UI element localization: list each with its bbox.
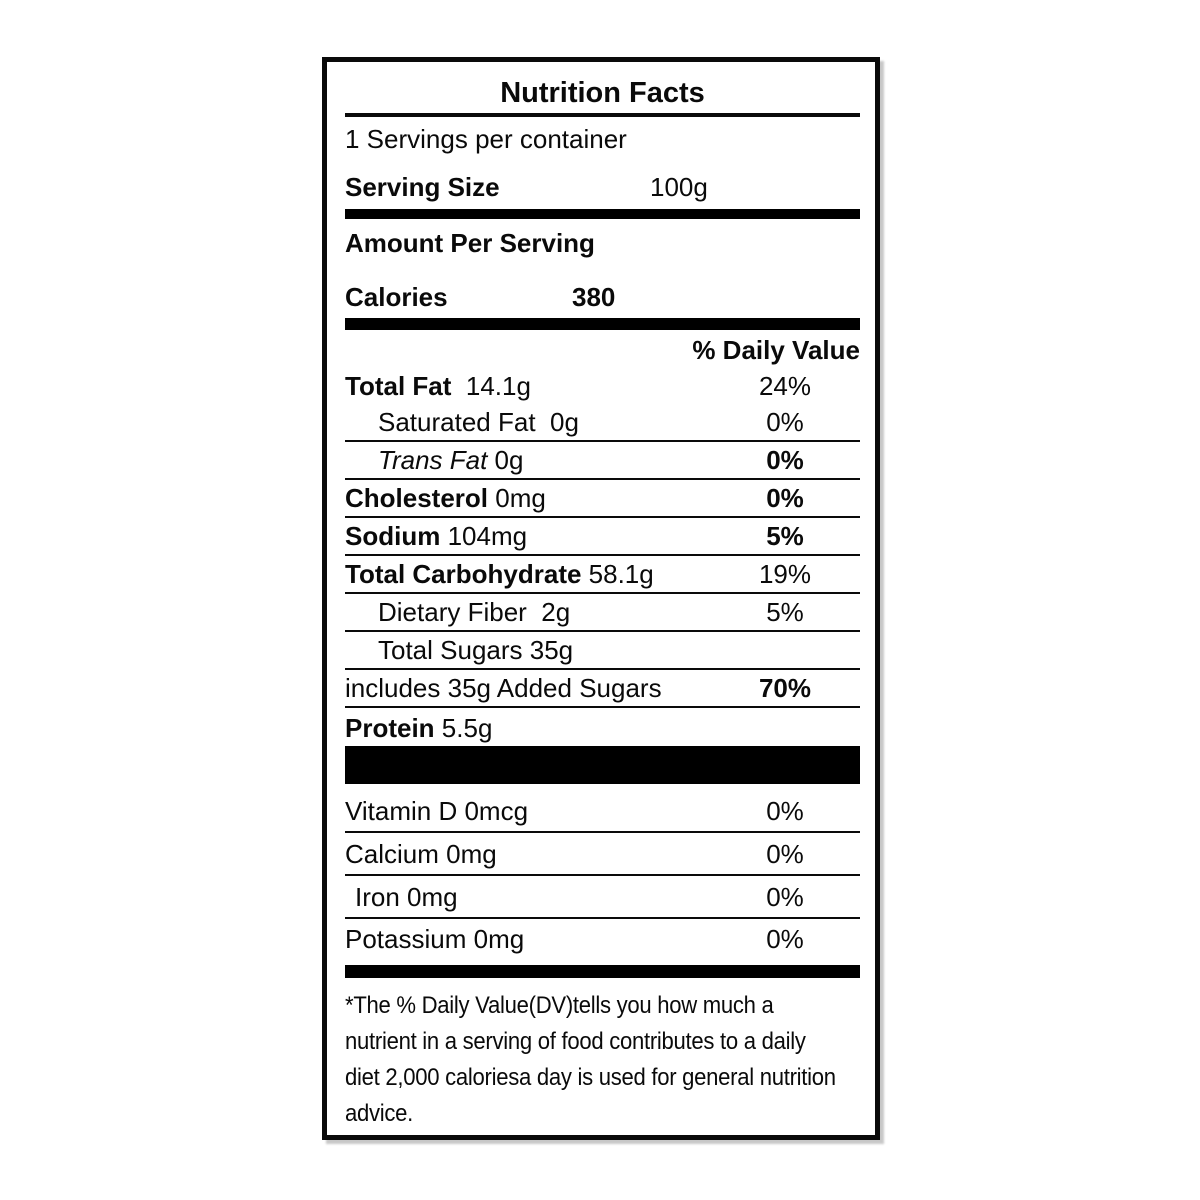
- nutrient-percent: 5%: [766, 521, 804, 551]
- nutrient-name: [345, 556, 654, 592]
- nutrient-row-total-carbohydrate: [345, 556, 860, 594]
- serving-size-label: Serving Size: [345, 172, 500, 202]
- title-divider-rule: [345, 113, 860, 117]
- divider-bar-footnote: [345, 965, 860, 978]
- vitamin-row-calcium: [345, 833, 860, 876]
- nutrient-name-rest: Dietary Fiber 2g: [378, 597, 571, 627]
- nutrient-name-bold: Total Carbohydrate: [345, 559, 582, 589]
- footnote-line: *The % Daily Value(DV)tells you how much a: [345, 992, 774, 1019]
- divider-bar-top: [345, 209, 860, 219]
- vitamin-row-vitamin-d: [345, 790, 860, 833]
- nutrient-percent: 0%: [766, 483, 804, 513]
- nutrient-name: [345, 518, 527, 554]
- footnote-line: advice.: [345, 1100, 414, 1127]
- servings-per-container: 1 Servings per container: [345, 124, 627, 154]
- nutrient-name: [345, 670, 662, 706]
- serving-size-row: [345, 171, 860, 203]
- daily-value-header: % Daily Value: [692, 335, 860, 365]
- vitamin-percent: 0%: [766, 839, 804, 869]
- divider-bar-thick: [345, 746, 860, 784]
- footnote-line: diet 2,000 caloriesa day is used for general nutrition: [345, 1064, 836, 1091]
- nutrient-row-added-sugars: [345, 670, 860, 708]
- vitamin-name: Potassium 0mg: [345, 924, 525, 954]
- nutrient-percent: 5%: [766, 597, 804, 627]
- vitamin-row-potassium: [345, 919, 860, 959]
- calories-value: 380: [572, 282, 616, 312]
- daily-value-footnote: [345, 988, 860, 1132]
- footnote-line: nutrient in a serving of food contributes to a daily: [345, 1028, 806, 1055]
- calories-row: [345, 281, 860, 313]
- nutrient-name-bold: Cholesterol: [345, 483, 489, 513]
- nutrient-row-trans-fat: [345, 442, 860, 480]
- nutrient-name-rest: 0g: [487, 445, 524, 475]
- nutrient-name-bold: Sodium: [345, 521, 441, 551]
- nutrient-row-total-fat: [345, 366, 860, 404]
- nutrient-row-protein: [345, 708, 860, 746]
- nutrient-name-bold: Total Fat: [345, 371, 452, 401]
- nutrient-name-italic: Trans Fat: [378, 445, 488, 475]
- nutrient-name-rest: 5.5g: [434, 713, 493, 743]
- vitamin-name: Vitamin D 0mcg: [345, 796, 529, 826]
- nutrient-name-rest: Total Sugars 35g: [378, 635, 574, 665]
- nutrient-name: [345, 404, 579, 440]
- calories-label: Calories: [345, 282, 448, 312]
- amount-per-serving-label: Amount Per Serving: [345, 228, 595, 258]
- nutrient-name: [345, 368, 531, 404]
- nutrient-name: [345, 442, 523, 478]
- label-title: Nutrition Facts: [500, 77, 705, 109]
- nutrient-row-dietary-fiber: [345, 594, 860, 632]
- nutrient-name-rest: 0mg: [488, 483, 546, 513]
- vitamin-row-iron: [345, 876, 860, 919]
- vitamin-percent: 0%: [766, 882, 804, 912]
- nutrient-name-rest: 58.1g: [581, 559, 654, 589]
- nutrient-name: [345, 710, 492, 746]
- nutrient-percent: 24%: [758, 371, 812, 401]
- divider-bar-calories: [345, 318, 860, 330]
- nutrient-row-saturated-fat: [345, 404, 860, 442]
- nutrient-name-rest: 104mg: [440, 521, 528, 551]
- nutrient-percent: 0%: [766, 407, 804, 437]
- vitamin-name: Calcium 0mg: [345, 839, 497, 869]
- serving-size-value: 100g: [650, 172, 708, 202]
- nutrient-percent: 19%: [758, 559, 812, 589]
- nutrient-name-rest: includes 35g Added Sugars: [345, 673, 662, 703]
- vitamin-percent: 0%: [766, 796, 804, 826]
- vitamin-name: Iron 0mg: [355, 882, 458, 912]
- nutrient-percent: 70%: [758, 673, 812, 703]
- nutrient-percent: 0%: [766, 445, 804, 475]
- vitamin-percent: 0%: [766, 924, 804, 954]
- nutrient-row-total-sugars: [345, 632, 860, 670]
- nutrient-name: [345, 632, 573, 668]
- nutrient-row-sodium: [345, 518, 860, 556]
- nutrient-row-cholesterol: [345, 480, 860, 518]
- nutrient-name-rest: 14.1g: [451, 371, 531, 401]
- nutrient-name-bold: Protein: [345, 713, 435, 743]
- nutrition-facts-label: [322, 57, 880, 1140]
- nutrient-name: [345, 594, 570, 630]
- vitamins-section: [345, 790, 860, 959]
- nutrient-name-rest: Saturated Fat 0g: [378, 407, 579, 437]
- nutrient-name: [345, 480, 546, 516]
